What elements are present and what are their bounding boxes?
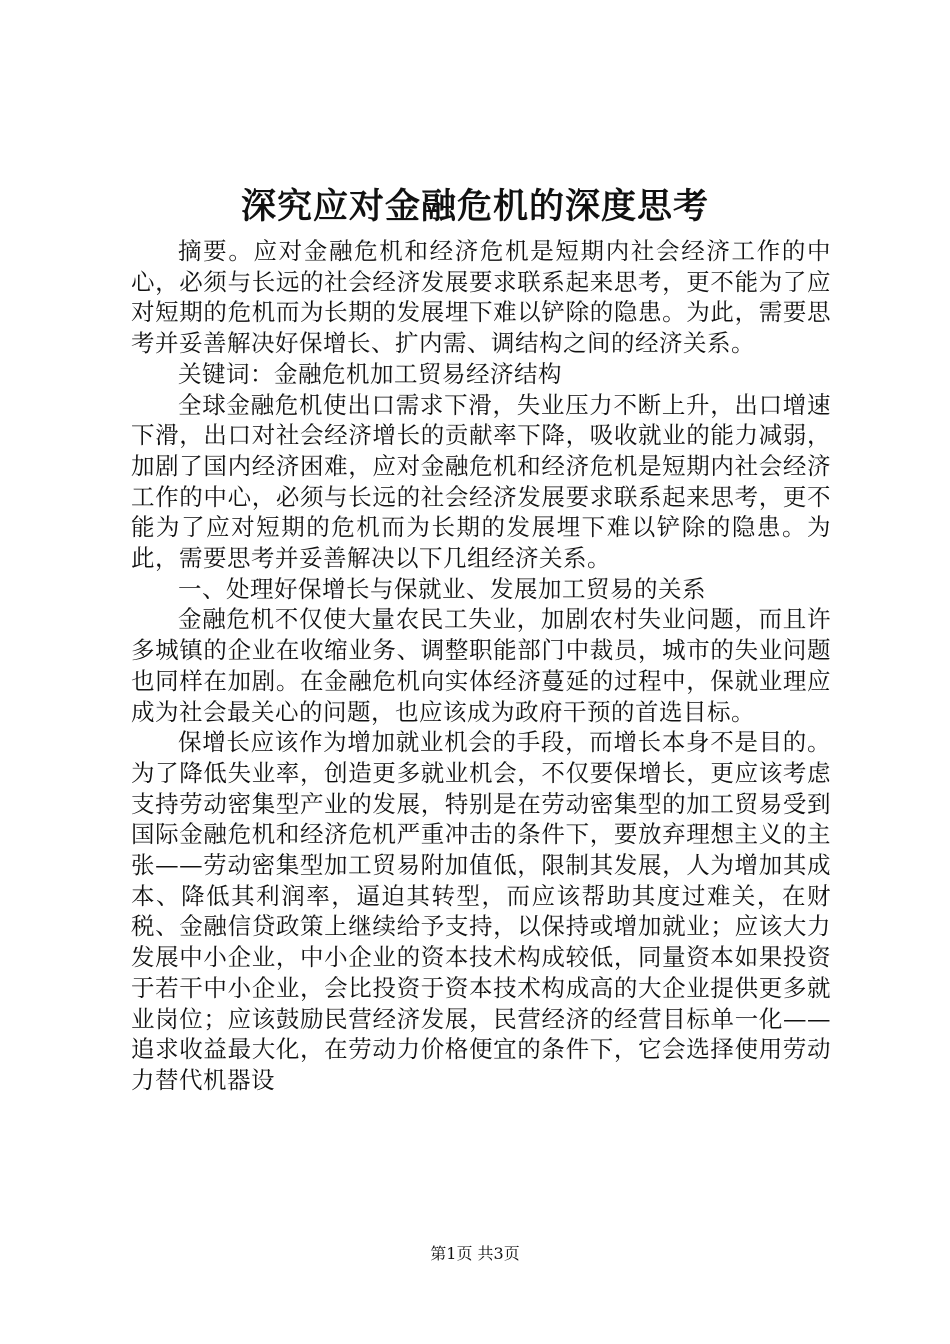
intro-paragraph: 全球金融危机使出口需求下滑，失业压力不断上升，出口增速下滑，出口对社会经济增长的贡献率下降，吸收就业的能力减弱，加剧了国内经济困难，应对金融危机和经济危机是短期内社会经济工作的中心，必须与长远的社会经济发展要求联系起来思考，更不能为了应对短期的危机而为长期的发展埋下难以铲除的隐患。为此，需要思考并妥善解决以下几组经济关系。 <box>131 390 831 573</box>
keywords-paragraph: 关键词：金融危机加工贸易经济结构 <box>178 359 562 388</box>
body-paragraph: 保增长应该作为增加就业机会的手段，而增长本身不是目的。为了降低失业率，创造更多就业机会，不仅要保增长，更应该考虑支持劳动密集型产业的发展，特别是在劳动密集型的加工贸易受到国际金融危机和经济危机严重冲击的条件下，要放弃理想主义的主张——劳动密集型加工贸易附加值低，限制其发展，人为增加其成本、降低其利润率，逼迫其转型，而应该帮助其度过难关，在财税、金融信贷政策上继续给予支持，以保持或增加就业；应该大力发展中小企业，中小企业的资本技术构成较低，同量资本如果投资于若干中小企业，会比投资于资本技术构成高的大企业提供更多就业岗位；应该鼓励民营经济发展，民营经济的经营目标单一化——追求收益最大化，在劳动力价格便宜的条件下，它会选择使用劳动力替代机器设 <box>131 728 831 1094</box>
document-body <box>131 236 831 1096</box>
body-paragraph: 金融危机不仅使大量农民工失业，加剧农村失业问题，而且许多城镇的企业在收缩业务、调整职能部门中裁员，城市的失业问题也同样在加剧。在金融危机向实体经济蔓延的过程中，保就业理应成为社会最关心的问题，也应该成为政府干预的首选目标。 <box>131 605 831 726</box>
page-footer: 第1页 共3页 <box>430 1244 520 1263</box>
page-title: 深究应对金融危机的深度思考 <box>240 186 709 227</box>
abstract-paragraph: 摘要。应对金融危机和经济危机是短期内社会经济工作的中心，必须与长远的社会经济发展要求联系起来思考，更不能为了应对短期的危机而为长期的发展埋下难以铲除的隐患。为此，需要思考并妥善解决好保增长、扩内需、调结构之间的经济关系。 <box>131 237 831 358</box>
section-heading: 一、处理好保增长与保就业、发展加工贸易的关系 <box>178 574 706 603</box>
